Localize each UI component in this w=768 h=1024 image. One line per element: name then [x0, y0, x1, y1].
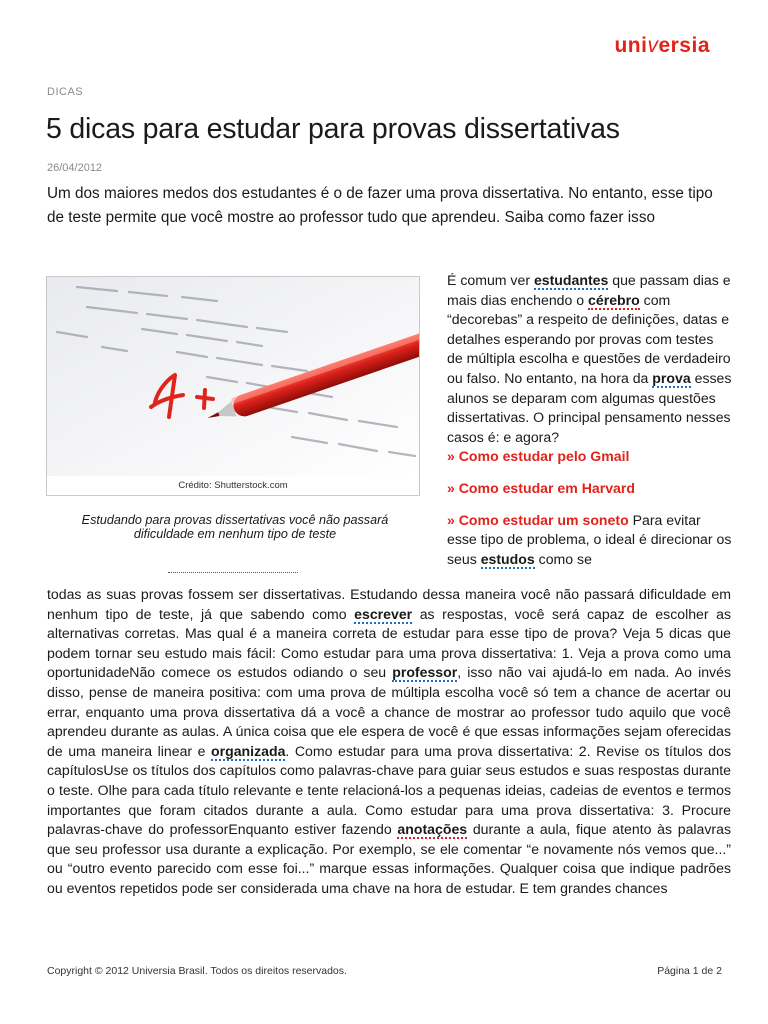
logo-text-mid: v [647, 34, 659, 57]
photo-credit: Crédito: Shutterstock.com [178, 480, 288, 491]
related-link-harvard[interactable]: » Como estudar em Harvard [447, 479, 635, 496]
keyword-link-estudos[interactable]: estudos [480, 550, 535, 567]
keyword-link-prova[interactable]: prova [652, 369, 691, 386]
keyword-link-estudantes[interactable]: estudantes [533, 272, 609, 288]
keyword-link-organizada[interactable]: organizada [211, 742, 286, 759]
keyword-link-professor[interactable]: professor [392, 664, 458, 681]
keyword-link-cerebro[interactable]: cérebro [588, 291, 640, 308]
universia-logo [614, 34, 710, 58]
keyword-link-escrever[interactable]: escrever [354, 605, 413, 622]
footer-copyright: Copyright © 2012 Universia Brasil. Todos os direitos reservados. [47, 965, 347, 977]
article-lead: Um dos maiores medos dos estudantes é o de fazer uma prova dissertativa. No entanto, esse tipo de teste permite que você mostre ao professor tudo que aprendeu. Saiba como fazer isso [47, 185, 713, 226]
footer-page-number: Página 1 de 2 [657, 965, 722, 977]
logo-text-left: uni [614, 34, 648, 57]
article-photo [47, 277, 419, 476]
related-link-soneto[interactable]: » Como estudar um soneto [447, 511, 629, 528]
article-body: todas as suas provas fossem ser dissertativas. Estudando dessa maneira você não passará dificuldade em nenhum tipo de teste, já que sabendo como escrever as respostas, você será capaz de escolher as alternativas corretas. Mas qual é a maneira correta de estudar para esse tipo de prova? Veja 5 dicas que podem tornar seu estudo mais fácil: Como estudar para uma prova dissertativa: 1. Veja a prova como uma oportunidadeNão comece os estudos odiando o seu professor, isso não vai ajudá-lo em nada. Ao invés disso, pense de maneira positiva: com uma prova de múltipla escolha você só tem a chance de acertar ou errar, enquanto uma prova dissertativa dá a você a chance de mostrar ao professor tudo aquilo que você aprendeu durante as aulas. A única coisa que ele espera de você é que essas informações sejam oferecidas de uma maneira linear e organizada. Como estudar para uma prova dissertativa: 2. Revise os títulos dos capítulosUse os títulos dos capítulos como palavras-chave para guiar seus estudos e suas respostas durante o teste. Olhe para cada título relevante e tente relacioná-los a pequenas ideias, cadeias de eventos e termos importantes que foram citados durante a aula. Como estudar para uma prova dissertativa: 3. Procure palavras-chave do professorEnquanto estiver fazendo anotações durante a aula, fique atento às palavras que seu professor usa durante a explicação. Por exemplo, se ele comentar “e novamente nós vemos que...” ou “outro evento parecido com esse foi...” marque essas informações. Qualquer coisa que indique padrões ou eventos repetidos pode ser considerada uma chave na hora de estudar. E tem grandes chances [47, 586, 732, 896]
related-link-gmail[interactable]: » Como estudar pelo Gmail [447, 448, 630, 465]
article-title: 5 dicas para estudar para provas dissertativas [46, 113, 620, 145]
exam-paper-illustration [47, 277, 419, 476]
article-figure [46, 276, 420, 496]
logo-text-right: ersia [658, 34, 710, 57]
section-kicker: DICAS [47, 86, 84, 98]
keyword-link-anotacoes[interactable]: anotações [397, 821, 468, 838]
caption-divider [168, 572, 298, 573]
article-date: 26/04/2012 [47, 162, 103, 174]
figure-caption: Estudando para provas dissertativas você não passará dificuldade em nenhum tipo de teste [81, 513, 389, 541]
side-column-text: É comum ver estudantes que passam dias e mais dias enchendo o cérebro com “decorebas” a respeito de definições, datas e detalhes esperando por provas com testes de múltipla escolha e questões de verdadeiro ou falso. No entanto, na hora da prova esses alunos se deparam com algumas questões dissertativas. O principal pensamento nesses casos é: e agora? » Como estudar pelo Gmail » Como estudar em Harvard » Como estudar um soneto Para evitar esse tipo de problema, o ideal é direcionar os seus estudos como se [447, 272, 732, 567]
